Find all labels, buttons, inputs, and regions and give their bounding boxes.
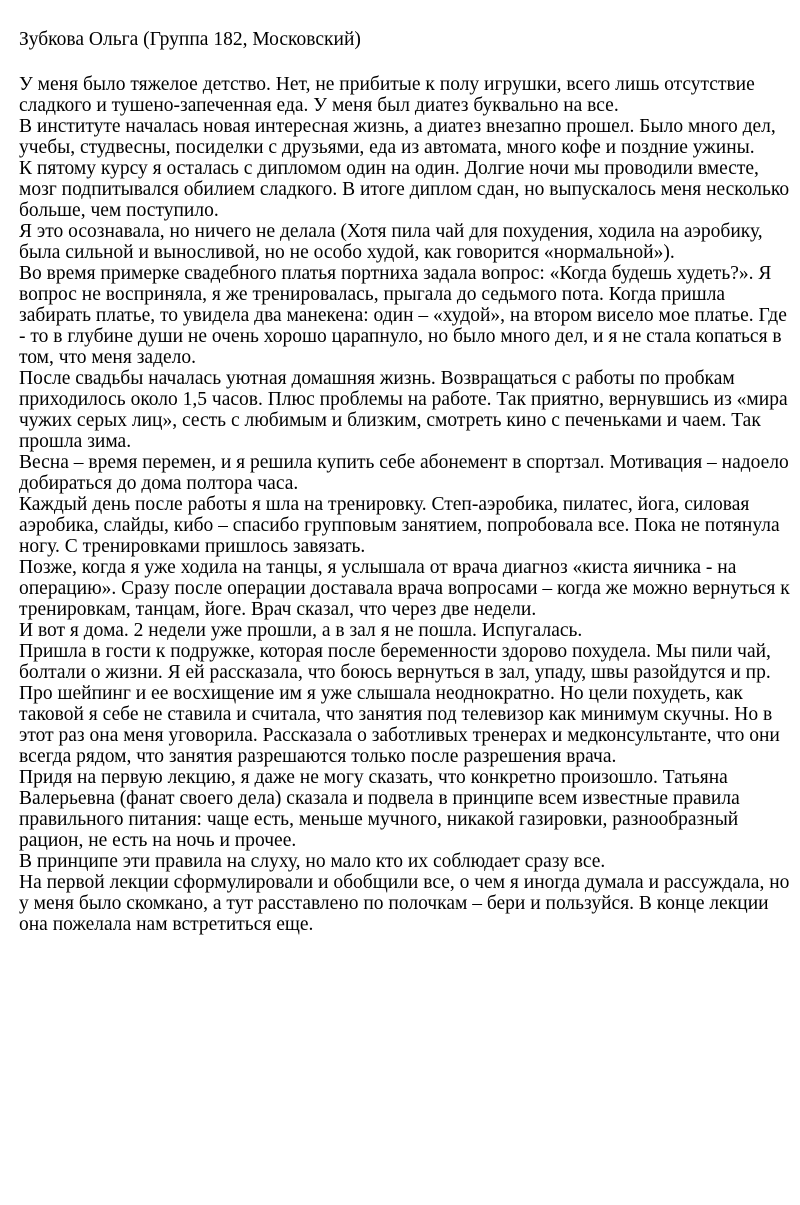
paragraph: Каждый день после работы я шла на тренировку. Степ-аэробика, пилатес, йога, силовая аэробика, слайды, кибо – спасибо групповым занятием, попробовала все. Пока не потянула ногу. С тренировками пришлось завязать. [19,494,780,557]
paragraph: Про шейпинг и ее восхищение им я уже слышала неоднократно. Но цели похудеть, как таковой я себе не ставила и считала, что занятия под телевизор как минимум скучны. Но в этот раз она меня уговорила. Рассказала о заботливых тренерах и медконсультанте, что они всегда рядом, что занятия разрешаются только после разрешения врача. [19,683,780,767]
paragraph: В институте началась новая интересная жизнь, а диатез внезапно прошел. Было много дел, учебы, студвесны, посиделки с друзьями, еда из автомата, много кофе и поздние ужины. [19,116,776,158]
paragraph: Придя на первую лекцию, я даже не могу сказать, что конкретно произошло. Татьяна Валерьевна (фанат своего дела) сказала и подвела в принципе всем известные правила правильного питания: чаще есть, меньше мучного, никакой газировки, разнообразный рацион, не есть на ночь и прочее. [19,767,740,851]
paragraph: Пришла в гости к подружке, которая после беременности здорово похудела. Мы пили чай, болтали о жизни. Я ей рассказала, что боюсь вернуться в зал, упаду, швы разойдутся и пр. [19,641,771,683]
paragraph: У меня было тяжелое детство. Нет, не прибитые к полу игрушки, всего лишь отсутствие сладкого и тушено-запеченная еда. У меня был диатез буквально на все. [19,74,755,116]
paragraph: После свадьбы началась уютная домашняя жизнь. Возвращаться с работы по пробкам приходилось около 1,5 часов. Плюс проблемы на работе. Так приятно, вернувшись из «мира чужих серых лиц», сесть с любимым и близким, смотреть кино с печеньками и чаем. Так прошла зима. [19,368,788,452]
paragraph: Во время примерке свадебного платья портниха задала вопрос: «Когда будешь худеть?». Я вопрос не восприняла, я же тренировалась, прыгала до седьмого пота. Когда пришла забирать платье, то увидела два манекена: один – «худой», на втором висело мое платье. Где - то в глубине души не очень хорошо царапнуло, но было много дел, и я не стала копаться в том, что меня задело. [19,263,787,368]
author-line: Зубкова Ольга (Группа 182, Московский) [19,29,361,50]
blank-line [19,50,790,74]
paragraph: Я это осознавала, но ничего не делала (Хотя пила чай для похудения, ходила на аэробику, была сильной и выносливой, но не особо худой, как говорится «нормальной»). [19,221,763,263]
paragraph: На первой лекции сформулировали и обобщили все, о чем я иногда думала и рассуждала, но у меня было скомкано, а тут расставлено по полочкам – бери и пользуйся. В конце лекции она пожелала нам встретиться еще. [19,872,790,935]
paragraph: В принципе эти правила на слуху, но мало кто их соблюдает сразу все. [19,851,606,872]
paragraph: Позже, когда я уже ходила на танцы, я услышала от врача диагноз «киста яичника - на операцию». Сразу после операции доставала врача вопросами – когда же можно вернуться к тренировкам, танцам, йоге. Врач сказал, что через две недели. [19,557,790,620]
paragraph: К пятому курсу я осталась с дипломом один на один. Долгие ночи мы проводили вместе, мозг подпитывался обилием сладкого. В итоге диплом сдан, но выпускалось меня несколько больше, чем поступило. [19,158,790,221]
paragraph: Весна – время перемен, и я решила купить себе абонемент в спортзал. Мотивация – надоело добираться до дома полтора часа. [19,452,789,494]
paragraph: И вот я дома. 2 недели уже прошли, а в зал я не пошла. Испугалась. [19,620,583,641]
